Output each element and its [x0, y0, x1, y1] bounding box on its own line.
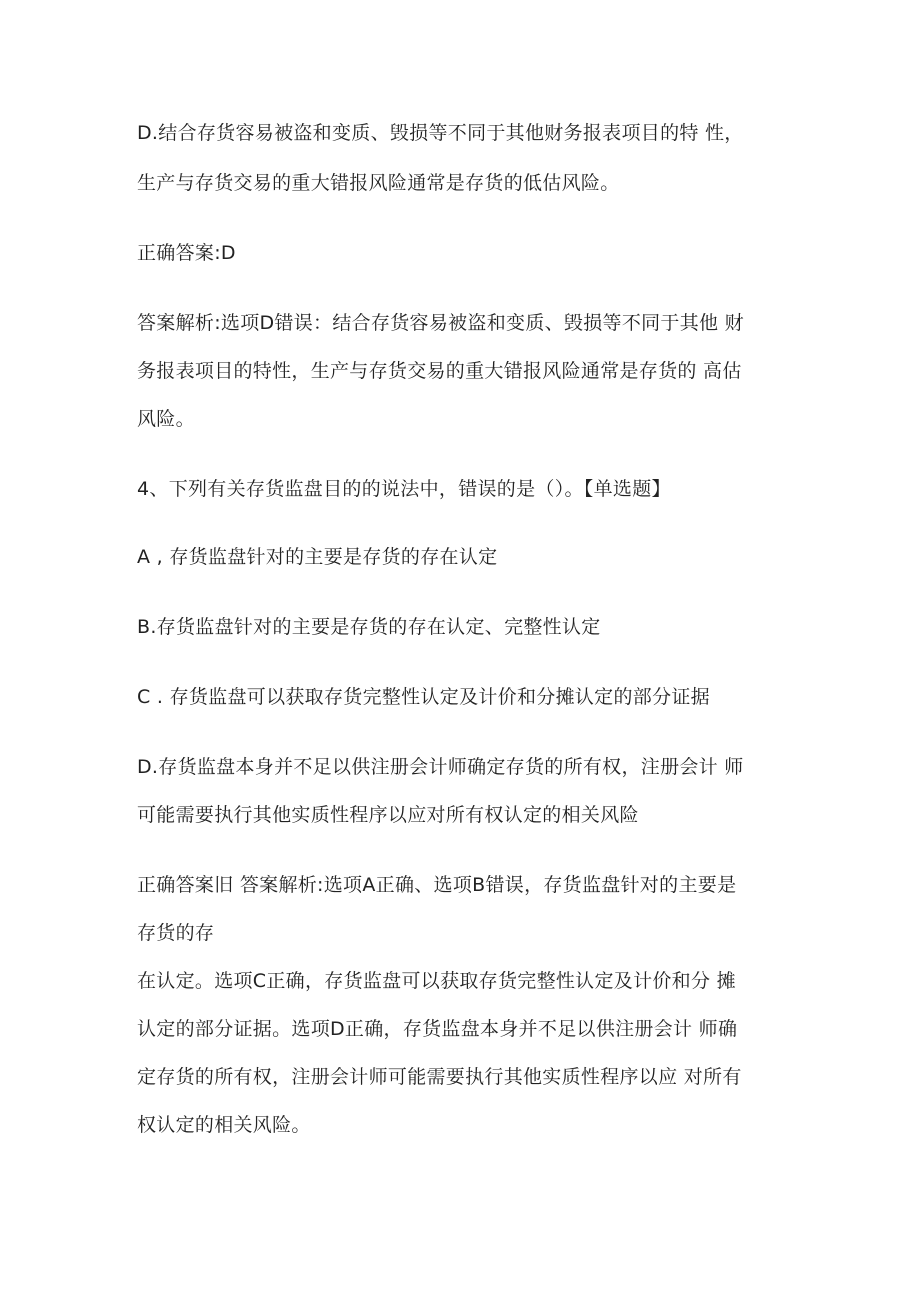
option-d-q4-line-1: D.存货监盘本身并不足以供注册会计师确定存货的所有权，注册会计 师	[137, 756, 744, 778]
answer-explanation-q4-line-3: 在认定。选项C正确，存货监盘可以获取存货完整性认定及计价和分 摊	[137, 970, 736, 992]
answer-explanation-q4-line-2: 存货的存	[137, 922, 215, 944]
explanation-line-3: 风险。	[137, 408, 195, 430]
option-b: B.存货监盘针对的主要是存货的存在认定、完整性认定	[137, 616, 601, 638]
answer-explanation-q4-line-1: 正确答案旧 答案解析:选项A正确、选项B错误，存货监盘针对的主要是	[137, 874, 737, 896]
correct-answer: 正确答案:D	[137, 242, 236, 264]
option-d-line-2: 生产与存货交易的重大错报风险通常是存货的低估风险。	[137, 172, 620, 194]
answer-explanation-q4-line-6: 权认定的相关风险。	[137, 1114, 311, 1136]
question-4: 4、下列有关存货监盘目的的说法中，错误的是（）。【单选题】	[137, 478, 671, 500]
explanation-line-2: 务报表项目的特性，生产与存货交易的重大错报风险通常是存货的 高估	[137, 360, 742, 382]
option-d-line-1: D.结合存货容易被盗和变质、毁损等不同于其他财务报表项目的特 性，	[137, 122, 744, 144]
option-c: C . 存货监盘可以获取存货完整性认定及计价和分摊认定的部分证据	[137, 686, 710, 708]
option-a: A , 存货监盘针对的主要是存货的存在认定	[137, 546, 498, 568]
answer-explanation-q4-line-4: 认定的部分证据。选项D正确，存货监盘本身并不足以供注册会计 师确	[137, 1018, 738, 1040]
answer-explanation-q4-line-5: 定存货的所有权，注册会计师可能需要执行其他实质性程序以应 对所有	[137, 1066, 742, 1088]
explanation-line-1: 答案解析:选项D错误：结合存货容易被盗和变质、毁损等不同于其他 财	[137, 312, 744, 334]
option-d-q4-line-2: 可能需要执行其他实质性程序以应对所有权认定的相关风险	[137, 804, 639, 826]
